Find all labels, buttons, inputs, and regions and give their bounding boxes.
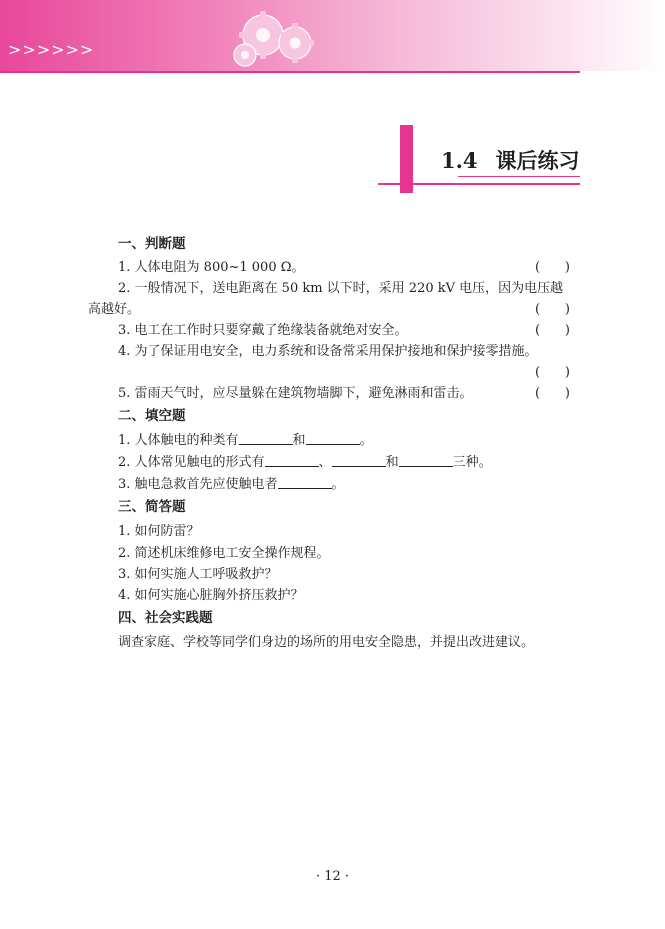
answer-bracket-3: ( ) bbox=[535, 323, 570, 338]
part3-item-2: 2. 简述机床维修电工安全操作规程。 bbox=[118, 546, 330, 561]
answer-bracket-5: ( ) bbox=[535, 386, 570, 401]
part3-heading: 三、简答题 bbox=[118, 499, 186, 515]
fill-blank[interactable] bbox=[332, 454, 386, 467]
part3-item-3: 3. 如何实施人工呼吸救护？ bbox=[118, 567, 278, 582]
part2-item-1: 1. 人体触电的种类有 和 。 bbox=[118, 433, 373, 448]
part3-item-4: 4. 如何实施心脏胸外挤压救护？ bbox=[118, 588, 304, 603]
answer-bracket-1: ( ) bbox=[535, 260, 570, 275]
part4-text: 调查家庭、学校等同学们身边的场所的用电安全隐患，并提出改进建议。 bbox=[118, 635, 535, 650]
part2-item-2: 2. 人体常见触电的形式有 、 和 三种。 bbox=[118, 455, 492, 470]
part1-item-2: 2. 一般情况下，送电距离在 50 km 以下时，采用 220 kV 电压，因为电压越 bbox=[118, 281, 564, 296]
fill-blank[interactable] bbox=[239, 432, 293, 445]
part2-heading: 二、填空题 bbox=[118, 408, 186, 424]
part1-item-1: 1. 人体电阻为 800~1 000 Ω。 bbox=[118, 260, 305, 275]
answer-bracket-2: ( ) bbox=[535, 302, 570, 317]
part1-item-2-cont: 高越好。 bbox=[88, 302, 141, 317]
part2-item-3: 3. 触电急救首先应使触电者 。 bbox=[118, 477, 345, 492]
section-title-text: 课后练习 bbox=[495, 148, 580, 173]
fill-blank[interactable] bbox=[306, 432, 360, 445]
fill-blank[interactable] bbox=[278, 476, 332, 489]
chevrons-decoration: >>>>>> bbox=[8, 40, 95, 59]
part3-item-1: 1. 如何防雷？ bbox=[118, 524, 200, 539]
page-number: · 12 · bbox=[315, 869, 350, 884]
part1-heading: 一、判断题 bbox=[118, 236, 186, 252]
part1-item-5: 5. 雷雨天气时，应尽量躲在建筑物墙脚下，避免淋雨和雷击。 bbox=[118, 386, 473, 401]
answer-bracket-4: ( ) bbox=[535, 365, 570, 380]
part1-item-4: 4. 为了保证用电安全，电力系统和设备常采用保护接地和保护接零措施。 bbox=[118, 344, 538, 359]
fill-blank[interactable] bbox=[265, 454, 319, 467]
part4-heading: 四、社会实践题 bbox=[118, 610, 213, 626]
fill-blank[interactable] bbox=[399, 454, 453, 467]
part1-item-3: 3. 电工在工作时只要穿戴了绝缘装备就绝对安全。 bbox=[118, 323, 408, 338]
section-number: 1.4 bbox=[441, 148, 478, 173]
